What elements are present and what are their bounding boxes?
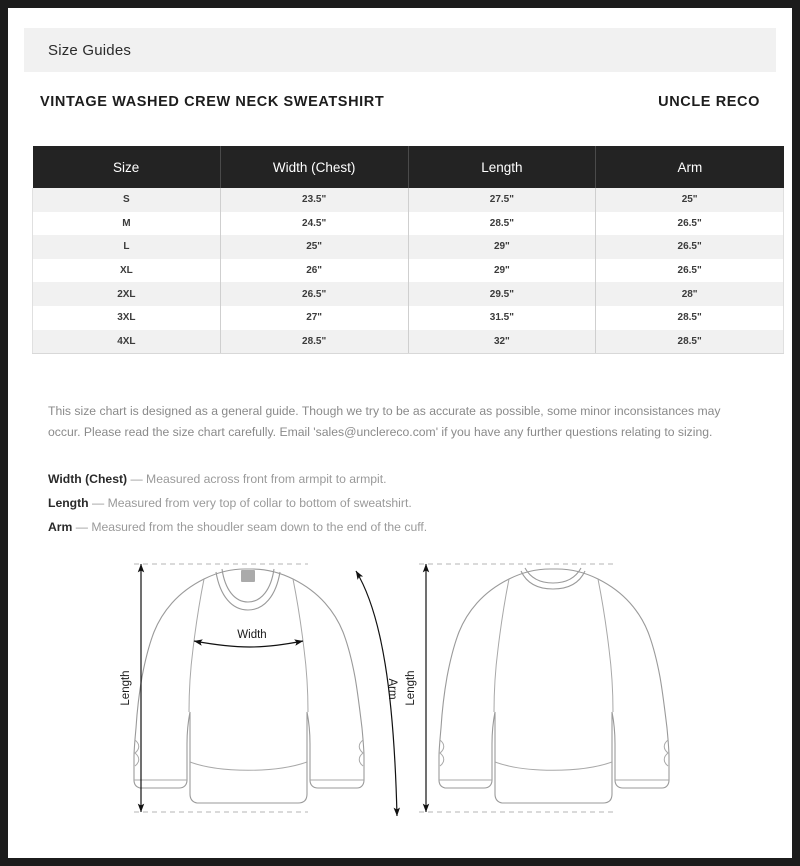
back-body-outline <box>439 569 669 803</box>
back-waistband <box>495 762 612 770</box>
back-left-cuff-ribbing <box>440 740 444 766</box>
front-body-outline <box>134 569 364 803</box>
column-header-width: Width (Chest) <box>220 146 408 188</box>
table-row <box>33 282 784 306</box>
definition-term-width: Width (Chest) <box>48 472 128 486</box>
cell-size: S <box>33 188 221 212</box>
front-right-cuff-ribbing <box>359 740 363 766</box>
cell-width: 26" <box>220 259 408 283</box>
size-guides-header-bar <box>24 28 776 72</box>
table-row <box>33 306 784 330</box>
table-header-row <box>33 146 784 188</box>
brand-name: UNCLE RECO <box>658 94 760 110</box>
cell-arm: 26.5" <box>596 212 784 236</box>
cell-length: 29" <box>408 235 596 259</box>
table-row <box>33 212 784 236</box>
back-right-cuff-ribbing <box>664 740 668 766</box>
cell-length: 27.5" <box>408 188 596 212</box>
definition-desc-arm: — Measured from the shoudler seam down to the end of the cuff. <box>75 520 428 534</box>
front-length-label: Length <box>120 670 132 706</box>
column-header-arm: Arm <box>596 146 784 188</box>
cell-size: 4XL <box>33 330 221 354</box>
cell-size: 2XL <box>33 282 221 306</box>
size-guide-panel <box>8 8 792 858</box>
cell-size: L <box>33 235 221 259</box>
front-left-sleeve-seam <box>189 579 204 712</box>
definition-term-arm: Arm <box>48 520 73 534</box>
cell-length: 28.5" <box>408 212 596 236</box>
back-collar-outer <box>521 571 585 589</box>
column-header-size: Size <box>33 146 221 188</box>
size-chart-table <box>32 146 784 354</box>
cell-width: 23.5" <box>220 188 408 212</box>
back-view-illustration <box>405 564 669 812</box>
product-title-row <box>40 94 760 110</box>
cell-width: 27" <box>220 306 408 330</box>
cell-arm: 26.5" <box>596 259 784 283</box>
cell-width: 25" <box>220 235 408 259</box>
cell-arm: 28.5" <box>596 306 784 330</box>
front-left-cuff-ribbing <box>135 740 139 766</box>
back-right-sleeve-seam <box>598 579 613 712</box>
front-waistband <box>190 762 307 770</box>
cell-length: 32" <box>408 330 596 354</box>
definition-desc-width: — Measured across front from armpit to armpit. <box>130 472 387 486</box>
cell-length: 29.5" <box>408 282 596 306</box>
front-view-illustration <box>120 564 398 816</box>
garment-diagram <box>8 544 792 854</box>
cell-arm: 25" <box>596 188 784 212</box>
definition-term-length: Length <box>48 496 89 510</box>
front-width-label: Width <box>237 629 267 641</box>
cell-width: 24.5" <box>220 212 408 236</box>
table-row <box>33 235 784 259</box>
product-title: VINTAGE WASHED CREW NECK SWEATSHIRT <box>40 94 385 110</box>
disclaimer-text: This size chart is designed as a general guide. Though we try to be as accurate as possible, some minor inconsistances may occur. Please read the size chart carefully. Email 'sales@unclereco.com' if you have any further questions relating to sizing. <box>48 404 721 440</box>
table-row <box>33 188 784 212</box>
cell-length: 31.5" <box>408 306 596 330</box>
table-row <box>33 259 784 283</box>
size-guides-title: Size Guides <box>48 41 132 59</box>
table-body <box>33 188 784 353</box>
cell-arm: 28" <box>596 282 784 306</box>
cell-size: M <box>33 212 221 236</box>
front-right-sleeve-seam <box>293 579 308 712</box>
neck-tag-icon <box>241 570 255 582</box>
definition-width <box>48 468 748 491</box>
definition-length <box>48 492 748 515</box>
cell-arm: 26.5" <box>596 235 784 259</box>
cell-size: XL <box>33 259 221 283</box>
back-left-sleeve-seam <box>494 579 509 712</box>
measurement-definitions <box>48 468 748 540</box>
cell-length: 29" <box>408 259 596 283</box>
cell-width: 28.5" <box>220 330 408 354</box>
cell-arm: 28.5" <box>596 330 784 354</box>
column-header-length: Length <box>408 146 596 188</box>
definition-desc-length: — Measured from very top of collar to bottom of sweatshirt. <box>92 496 412 510</box>
definition-arm <box>48 516 748 539</box>
cell-size: 3XL <box>33 306 221 330</box>
cell-width: 26.5" <box>220 282 408 306</box>
table-row <box>33 330 784 354</box>
table-header <box>33 146 784 188</box>
back-length-label: Length <box>405 670 417 706</box>
front-arm-label: Arm <box>386 678 398 700</box>
